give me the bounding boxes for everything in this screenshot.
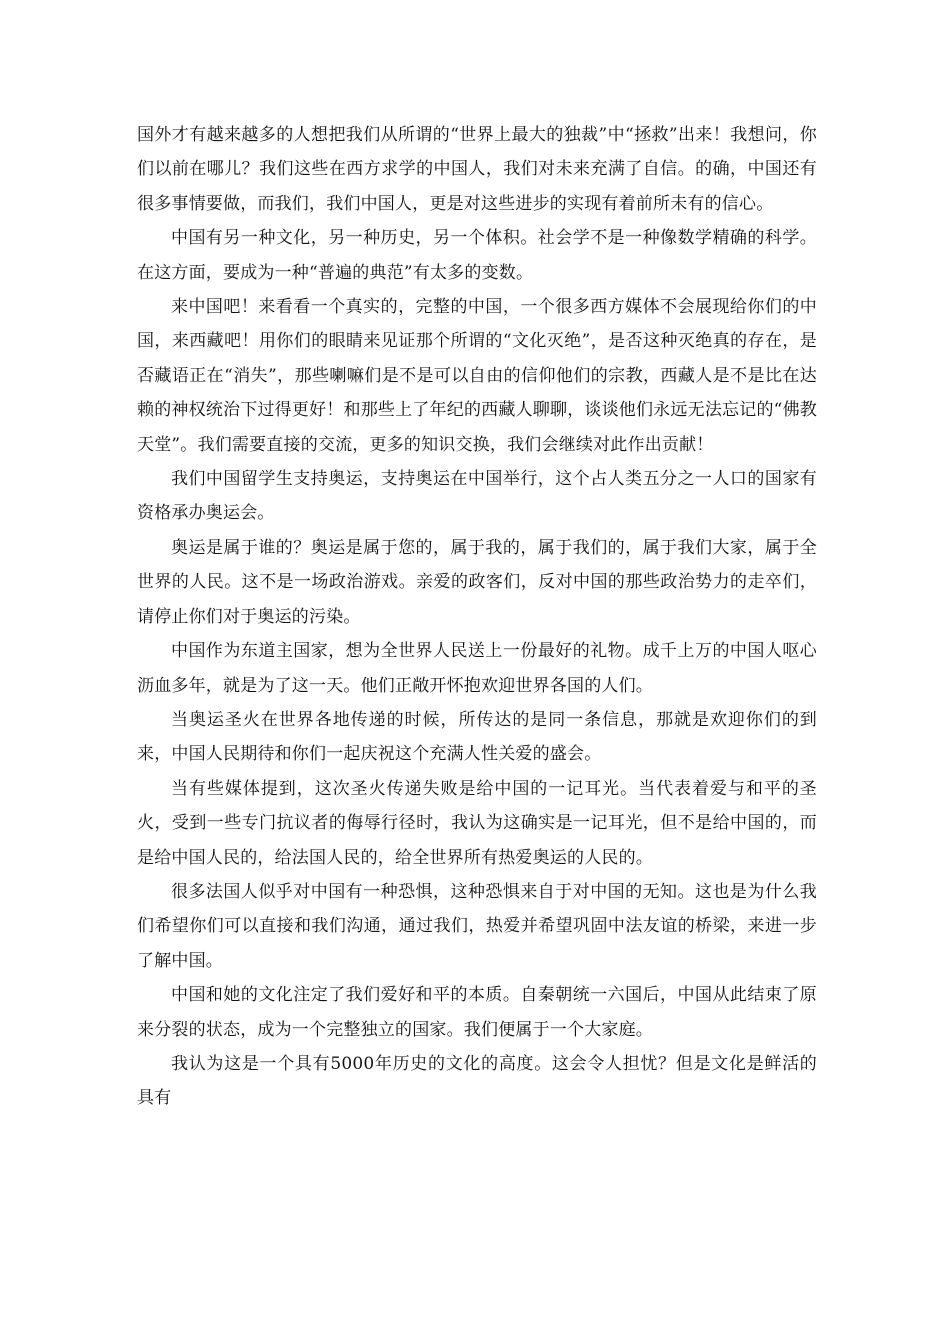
paragraph: 很多法国人似乎对中国有一种恐惧，这种恐惧来自于对中国的无知。这也是为什么我们希望你们可以直接和我们沟通，通过我们，热爱并希望巩固中法友谊的桥梁，来进一步了解中国。 bbox=[137, 881, 817, 971]
paragraph: 奥运是属于谁的？奥运是属于您的，属于我的，属于我们的，属于我们大家，属于全世界的人民。这不是一场政治游戏。亲爱的政客们，反对中国的那些政治势力的走卒们，请停止你们对于奥运的污染。 bbox=[137, 537, 817, 627]
paragraph: 当奥运圣火在世界各地传递的时候，所传达的是同一条信息，那就是欢迎你们的到来，中国人民期待和你们一起庆祝这个充满人性关爱的盛会。 bbox=[137, 709, 817, 765]
document-page bbox=[137, 118, 817, 1116]
paragraph-truncated: 我认为这是一个具有5000年历史的文化的高度。这会令人担忧？但是文化是鲜活的具有 bbox=[137, 1053, 817, 1109]
paragraph: 中国有另一种文化，另一种历史，另一个体积。社会学不是一种像数学精确的科学。在这方面，要成为一种“普遍的典范”有太多的变数。 bbox=[137, 228, 817, 283]
paragraph: 中国和她的文化注定了我们爱好和平的本质。自秦朝统一六国后，中国从此结束了原来分裂的状态，成为一个完整独立的国家。我们便属于一个大家庭。 bbox=[137, 985, 817, 1040]
paragraph: 当有些媒体提到，这次圣火传递失败是给中国的一记耳光。当代表着爱与和平的圣火，受到一些专门抗议者的侮辱行径时，我认为这确实是一记耳光，但不是给中国的，而是给中国人民的，给法国人民的，给全世界所有热爱奥运的人民的。 bbox=[137, 778, 817, 868]
paragraph: 我们中国留学生支持奥运，支持奥运在中国举行，这个占人类五分之一人口的国家有资格承办奥运会。 bbox=[137, 469, 817, 524]
paragraph: 中国作为东道主国家，想为全世界人民送上一份最好的礼物。成千上万的中国人呕心沥血多年，就是为了这一天。他们正敞开怀抱欢迎世界各国的人们。 bbox=[137, 641, 817, 696]
paragraph: 来中国吧！来看看一个真实的，完整的中国，一个很多西方媒体不会展现给你们的中国，来西藏吧！用你们的眼睛来见证那个所谓的“文化灭绝”，是否这种灭绝真的存在，是否藏语正在“消失”，那些喇嘛们是不是可以自由的信仰他们的宗教，西藏人是不是比在达赖的神权统治下过得更好！和那些上了年纪的西藏人聊聊，谈谈他们永远无法忘记的“佛教天堂”。我们需要直接的交流，更多的知识交换，我们会继续对此作出贡献！ bbox=[137, 297, 817, 455]
paragraph-continued: 国外才有越来越多的人想把我们从所谓的“世界上最大的独裁”中“拯救”出来！我想问，你们以前在哪儿？我们这些在西方求学的中国人，我们对未来充满了自信。的确，中国还有很多事情要做，而我们，我们中国人，更是对这些进步的实现有着前所未有的信心。 bbox=[137, 125, 817, 214]
